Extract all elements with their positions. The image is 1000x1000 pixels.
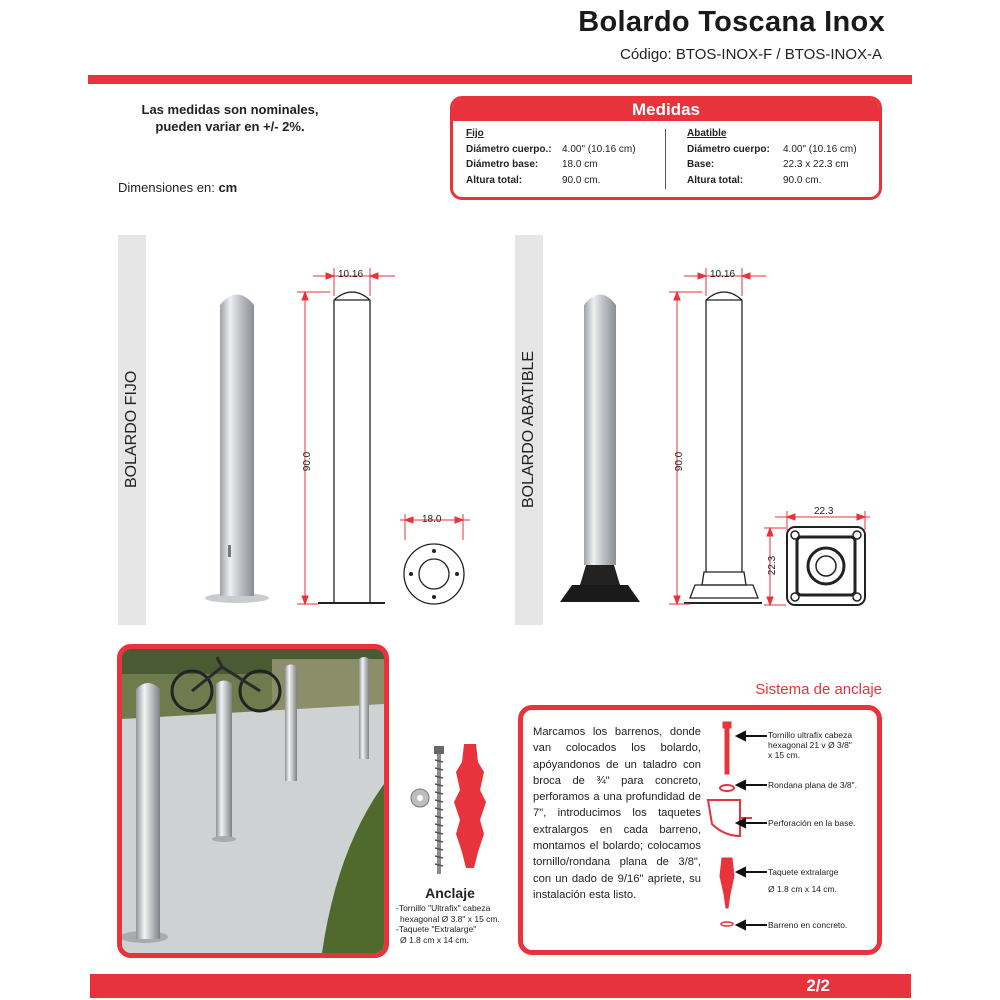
medidas-heading: Medidas [453,99,879,121]
abatible-height-label: 90.0 [674,451,686,472]
fijo-value: 90.0 cm. [562,174,601,186]
legend-taquete [768,867,838,894]
legend-line: Ø 1.8 cm x 14 cm. [768,884,837,894]
legend-rondana: Rondana plana de 3/8". [768,780,858,790]
document-title: Bolardo Toscana Inox [578,6,885,38]
abatible-label: Base: [687,159,715,170]
abatible-bollard-render [560,295,640,603]
installation-photo [117,644,389,958]
legend-line: x 15 cm. [768,750,801,760]
abatible-width-label: 10.16 [710,269,736,280]
nominal-note-line2: pueden variar en +/- 2%. [155,119,305,134]
sistema-title: Sistema de anclaje [755,681,882,698]
fijo-line-drawing [318,292,385,603]
nominal-note-line1: Las medidas son nominales, [141,102,319,117]
dimensions-unit: cm [218,180,238,195]
anclaje-description [396,903,521,945]
abatible-side-label: BOLARDO ABATIBLE [520,350,537,508]
page-number: 2/2 [806,976,830,995]
legend-line: Tornillo ultrafix cabeza [768,730,853,740]
abatible-heading: Abatible [687,128,727,139]
legend-arrows [735,725,771,935]
fijo-dimension-lines [297,268,395,604]
fijo-value: 18.0 cm [562,159,598,170]
legend-line: Taquete extralarge [768,867,839,877]
fijo-side-label: BOLARDO FIJO [123,370,140,488]
abatible-line-drawing [684,292,762,603]
abatible-label: Altura total: [687,174,744,186]
fijo-label: Diámetro base: [466,159,539,170]
abatible-base-plan [764,511,870,605]
abatible-value: 90.0 cm. [783,174,822,186]
fijo-bollard-render [205,295,269,604]
product-code: Código: BTOS-INOX-F / BTOS-INOX-A [619,46,882,63]
fijo-label: Diámetro cuerpo.: [466,143,552,155]
fijo-value: 4.00" (10.16 cm) [562,143,636,155]
anclaje-line: -Taquete "Extralarge" [396,924,477,934]
fijo-label: Altura total: [466,174,523,186]
anclaje-title: Anclaje [425,885,475,901]
legend-line: hexagonal 21 v Ø 3/8" [768,740,852,750]
fijo-width-label: 10.16 [338,269,364,280]
anclaje-line: hexagonal Ø 3.8" x 15 cm. [400,913,500,924]
abatible-base-height-label: 22.3 [767,555,779,576]
abatible-value: 22.3 x 22.3 cm [783,159,849,170]
anclaje-hardware [408,740,508,880]
installation-photo-illustration [122,649,384,953]
anclaje-line: -Tornillo "Ultrafix" cabeza [396,903,491,913]
legend-tornillo [768,730,878,760]
legend-barreno: Barreno en concreto. [768,920,848,930]
fijo-height-label: 90.0 [302,451,314,472]
fijo-base-label: 18.0 [422,514,442,525]
fijo-base-plan [400,514,470,604]
fijo-heading: Fijo [466,128,484,139]
abatible-value: 4.00" (10.16 cm) [783,143,857,155]
abatible-base-width-label: 22.3 [814,506,834,517]
anclaje-line: Ø 1.8 cm x 14 cm. [400,934,469,945]
dimensions-prefix: Dimensiones en: [118,180,219,195]
abatible-label: Diámetro cuerpo: [687,143,770,155]
sistema-text: Marcamos los barrenos, donde van colocados los bolardo, apóyandonos de un taladro con broca de ¾" para concreto, perforamos a una profundidad de 7", introducimos los taquetes extralargos en cada barreno, montamos el bolardo; colocamos tornillo/rondana plana de 3/8", con un dado de 9/16" apriete, su instalación esta listo. [533,726,701,901]
legend-perforacion: Perforación en la base. [768,818,856,828]
abatible-dimension-lines [669,268,766,604]
